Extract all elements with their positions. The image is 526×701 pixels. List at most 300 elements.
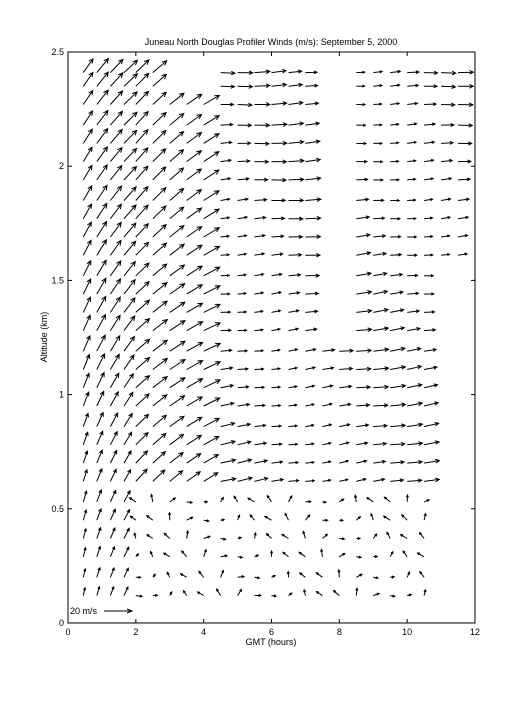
wind-arrow (356, 537, 360, 539)
wind-arrow (305, 253, 320, 257)
wind-arrow (402, 515, 407, 520)
wind-arrow (83, 569, 86, 577)
wind-arrow (238, 368, 248, 371)
wind-arrow (153, 320, 168, 331)
wind-arrow (97, 391, 104, 406)
wind-arrow (153, 434, 166, 445)
wind-arrow (204, 501, 208, 503)
wind-arrow (221, 498, 224, 502)
wind-arrow (289, 386, 297, 388)
wind-arrow (221, 71, 235, 75)
wind-arrow (221, 85, 235, 88)
wind-arrow (130, 498, 136, 502)
wind-arrow (272, 386, 281, 388)
wind-arrow (83, 91, 92, 105)
wind-arrow (407, 292, 418, 295)
wind-arrow (110, 261, 120, 276)
wind-arrow (97, 111, 108, 126)
wind-arrow (124, 262, 135, 276)
wind-arrow (221, 570, 224, 577)
wind-arrow (204, 380, 220, 388)
wind-arrow (97, 204, 107, 219)
wind-arrow (110, 73, 122, 86)
wind-arrow (83, 240, 91, 255)
wind-arrow (238, 293, 246, 295)
wind-arrow (83, 222, 91, 237)
wind-arrow (403, 551, 407, 557)
wind-arrow (373, 235, 385, 238)
wind-arrow (83, 73, 93, 87)
wind-arrow (221, 367, 233, 370)
wind-arrow (83, 491, 87, 502)
wind-arrow (305, 310, 317, 313)
wind-arrow (373, 272, 387, 276)
wind-arrow (170, 592, 172, 596)
wind-arrow (153, 131, 166, 144)
wind-arrow (97, 315, 106, 331)
wind-arrow (170, 434, 184, 444)
wind-arrow (187, 397, 203, 406)
wind-arrow (147, 535, 153, 539)
wind-arrow (97, 90, 108, 104)
wind-arrow (387, 532, 390, 538)
wind-arrow (238, 386, 249, 389)
wind-arrow (373, 442, 386, 445)
wind-arrow (97, 240, 107, 256)
wind-arrow (424, 141, 434, 144)
wind-arrow (305, 292, 318, 295)
wind-arrow (124, 336, 135, 351)
wind-arrow (83, 315, 90, 330)
wind-arrow (390, 218, 400, 220)
wind-arrow (136, 91, 149, 104)
y-tick-label: 2.5 (51, 47, 64, 57)
wind-arrow (221, 478, 236, 482)
wind-arrow (356, 234, 370, 237)
wind-arrow (221, 329, 231, 332)
wind-arrow (164, 553, 170, 557)
scale-reference-label: 20 m/s (70, 606, 98, 616)
wind-arrow (390, 199, 399, 201)
wind-arrow (407, 423, 422, 427)
wind-arrow (221, 254, 229, 256)
wind-arrow (124, 205, 136, 219)
x-tick-label: 2 (133, 627, 139, 637)
wind-arrow (373, 179, 383, 181)
wind-arrow (272, 479, 284, 482)
wind-arrow (136, 576, 141, 578)
wind-arrow (267, 496, 271, 502)
wind-arrow (124, 223, 136, 237)
wind-arrow (170, 207, 184, 219)
wind-arrow (458, 216, 468, 219)
wind-arrow (407, 218, 416, 220)
wind-arrow (124, 298, 135, 313)
wind-arrow (373, 367, 388, 371)
wind-arrow (407, 348, 421, 352)
y-tick-label: 0 (58, 618, 64, 628)
wind-arrow (305, 501, 310, 503)
wind-arrow (289, 159, 304, 163)
wind-arrow (170, 302, 185, 312)
wind-arrow (255, 235, 265, 238)
wind-arrow (338, 570, 340, 577)
wind-arrow (136, 205, 148, 219)
wind-arrow (221, 141, 232, 144)
wind-arrow (305, 424, 313, 426)
wind-arrow (124, 587, 128, 596)
wind-arrow (204, 191, 219, 201)
wind-arrow (255, 84, 270, 88)
wind-arrow (97, 528, 101, 539)
wind-arrow (390, 84, 400, 86)
wind-arrow (316, 573, 322, 578)
wind-arrow (110, 241, 121, 256)
wind-arrow (221, 538, 226, 540)
wind-arrow (289, 199, 304, 203)
wind-arrow (153, 283, 167, 294)
wind-arrow (373, 71, 382, 73)
wind-arrow (97, 547, 101, 557)
wind-arrow (356, 588, 358, 595)
wind-arrow (373, 161, 382, 163)
wind-arrow (97, 165, 107, 180)
wind-arrow (384, 497, 390, 502)
wind-arrow (390, 384, 405, 388)
wind-arrow (322, 534, 327, 538)
x-axis-title: GMT (hours) (245, 637, 297, 647)
wind-arrow (384, 516, 391, 520)
wind-arrow (97, 509, 102, 520)
wind-arrow (272, 69, 287, 73)
wind-arrow (305, 349, 315, 352)
wind-arrow (272, 217, 285, 220)
wind-arrow (170, 265, 185, 276)
wind-arrow (147, 516, 153, 521)
wind-arrow (424, 159, 434, 161)
wind-arrow (136, 319, 150, 331)
wind-arrow (221, 275, 230, 277)
wind-arrow (255, 142, 270, 146)
wind-arrow (305, 71, 317, 74)
wind-arrow (221, 349, 232, 352)
wind-arrow (304, 590, 306, 596)
wind-arrow (238, 71, 253, 75)
wind-arrow (83, 432, 88, 445)
wind-arrow (136, 300, 150, 312)
wind-arrow (390, 291, 403, 294)
wind-arrow (97, 185, 107, 200)
wind-arrow (255, 160, 269, 163)
wind-arrow (424, 366, 437, 369)
wind-arrow (97, 278, 106, 294)
wind-arrow (289, 101, 303, 105)
wind-arrow (255, 594, 261, 596)
wind-arrow (373, 290, 387, 294)
wind-arrow (97, 450, 103, 463)
wind-arrow (322, 367, 333, 370)
wind-arrow (255, 329, 263, 331)
wind-arrow (110, 91, 122, 105)
wind-arrow (289, 443, 298, 445)
wind-arrow (204, 323, 220, 331)
wind-arrow (305, 102, 318, 105)
wind-arrow (356, 160, 367, 163)
wind-arrow (110, 373, 118, 388)
wind-arrow (136, 469, 147, 481)
wind-arrow (170, 132, 184, 144)
wind-arrow (110, 547, 114, 557)
wind-arrow (187, 94, 202, 104)
wind-arrow (187, 501, 192, 503)
wind-arrow (289, 217, 303, 221)
wind-arrow (136, 263, 149, 276)
wind-arrow (150, 552, 152, 557)
wind-arrow (420, 533, 425, 539)
wind-arrow (407, 123, 416, 125)
wind-arrow (424, 123, 435, 126)
wind-arrow (255, 124, 270, 128)
wind-arrow (124, 112, 137, 125)
wind-arrow (305, 216, 320, 220)
wind-arrow (170, 378, 185, 388)
wind-arrow (390, 461, 404, 464)
wind-arrow (186, 531, 188, 539)
wind-arrow (204, 95, 220, 104)
wind-arrow (289, 122, 304, 126)
wind-arrow (187, 169, 202, 180)
wind-arrow (238, 311, 247, 313)
wind-arrow (136, 451, 148, 463)
wind-arrow (187, 342, 203, 351)
wind-arrow (187, 322, 203, 331)
wind-arrow (373, 348, 388, 352)
wind-arrow (153, 92, 166, 104)
wind-arrow (373, 577, 378, 579)
wind-arrow (255, 198, 267, 201)
wind-arrow (373, 424, 387, 427)
wind-arrow (458, 198, 469, 201)
wind-arrow (265, 516, 272, 520)
wind-arrow (356, 71, 364, 73)
wind-arrow (272, 102, 287, 106)
wind-arrow (356, 85, 364, 87)
wind-arrow (170, 396, 185, 406)
wind-arrow (187, 361, 203, 370)
wind-vector-field (83, 59, 473, 598)
wind-arrow (238, 160, 250, 163)
wind-arrow (238, 441, 251, 445)
wind-arrow (124, 414, 132, 427)
wind-arrow (299, 552, 305, 557)
wind-arrow (339, 519, 343, 521)
wind-arrow (255, 555, 259, 557)
wind-arrow (153, 264, 167, 276)
wind-arrow (221, 459, 236, 463)
wind-arrow (97, 260, 106, 276)
wind-arrow (390, 327, 404, 331)
wind-arrow (255, 404, 265, 407)
wind-arrow (390, 253, 401, 256)
wind-arrow (170, 416, 184, 426)
wind-arrow (267, 534, 272, 539)
wind-arrow (97, 490, 102, 502)
wind-arrow (272, 253, 283, 256)
wind-arrow (187, 454, 201, 464)
wind-arrow (322, 501, 326, 503)
wind-arrow (339, 349, 353, 352)
wind-arrow (407, 160, 416, 162)
wind-arrow (153, 206, 166, 219)
wind-arrow (238, 589, 242, 595)
wind-arrow (272, 461, 283, 464)
wind-arrow (110, 490, 115, 502)
wind-arrow (458, 84, 473, 88)
wind-arrow (182, 551, 187, 557)
wind-arrow (83, 451, 87, 463)
wind-arrow (424, 217, 432, 219)
wind-arrow (407, 178, 415, 180)
wind-arrow (373, 404, 388, 408)
wind-arrow (458, 235, 468, 237)
wind-arrow (285, 513, 288, 520)
wind-arrow (356, 142, 366, 144)
wind-arrow (390, 347, 405, 351)
x-tick-label: 6 (268, 627, 275, 637)
wind-arrow (238, 576, 244, 578)
y-tick-label: 0.5 (51, 503, 64, 514)
wind-arrow (170, 471, 183, 482)
wind-arrow (458, 70, 473, 74)
wind-arrow (272, 443, 282, 446)
wind-arrow (441, 159, 452, 162)
wind-arrow (255, 424, 266, 427)
wind-arrow (334, 591, 340, 596)
wind-arrow (321, 549, 323, 556)
wind-arrow (204, 343, 221, 351)
wind-arrow (97, 147, 108, 162)
wind-arrow (153, 301, 167, 312)
wind-arrow (187, 151, 202, 162)
wind-arrow (153, 149, 166, 162)
wind-arrow (356, 556, 361, 558)
wind-arrow (187, 266, 202, 276)
wind-arrow (124, 470, 131, 482)
wind-arrow (124, 316, 135, 331)
wind-arrow (170, 189, 184, 201)
wind-arrow (356, 367, 371, 371)
wind-arrow (136, 554, 139, 557)
wind-arrow (305, 122, 319, 125)
y-tick-label: 2 (58, 161, 64, 172)
wind-arrow (153, 113, 166, 126)
wind-arrow (110, 451, 116, 464)
wind-arrow (153, 415, 167, 426)
wind-arrow (305, 84, 317, 87)
wind-arrow (407, 254, 417, 256)
wind-arrow (83, 510, 86, 520)
wind-arrow (289, 461, 299, 463)
wind-arrow (124, 241, 136, 255)
wind-arrow (198, 592, 204, 596)
x-tick-label: 4 (201, 627, 207, 637)
wind-arrow (204, 246, 220, 255)
wind-arrow (424, 199, 433, 201)
wind-arrow (272, 178, 287, 182)
wind-arrow (136, 73, 149, 86)
wind-arrow (83, 111, 92, 125)
wind-arrow (390, 442, 405, 446)
wind-arrow (221, 293, 230, 295)
wind-arrow (282, 534, 289, 538)
wind-arrow (221, 311, 231, 313)
wind-arrow (305, 443, 313, 445)
wind-arrow (110, 587, 114, 596)
wind-arrow (97, 335, 105, 351)
wind-arrow (339, 367, 352, 370)
wind-arrow (153, 61, 167, 73)
wind-arrow (373, 556, 377, 558)
wind-arrow (153, 188, 166, 201)
wind-arrow (406, 495, 408, 502)
wind-arrow (110, 166, 121, 180)
wind-arrow (322, 424, 331, 427)
wind-arrow (322, 479, 330, 481)
wind-arrow (339, 499, 343, 502)
wind-arrow (390, 103, 399, 105)
wind-arrow (356, 349, 371, 353)
wind-arrow (238, 124, 252, 127)
wind-arrow (238, 477, 252, 482)
wind-arrow (424, 422, 439, 426)
wind-arrow (110, 222, 121, 237)
y-axis-ticks (51, 47, 475, 628)
wind-arrow (124, 130, 137, 143)
wind-arrow (272, 273, 282, 276)
wind-arrow (97, 413, 104, 427)
wind-arrow (356, 574, 362, 577)
wind-arrow (339, 553, 345, 556)
wind-arrow (170, 284, 185, 294)
wind-arrow (97, 587, 100, 596)
wind-arrow (110, 130, 122, 144)
wind-arrow (424, 349, 436, 352)
wind-arrow (300, 573, 306, 577)
wind-arrow (305, 274, 319, 277)
wind-arrow (124, 568, 128, 577)
wind-arrow (390, 366, 405, 370)
y-tick-label: 1 (58, 389, 64, 400)
wind-arrow (458, 160, 471, 163)
wind-arrow (134, 533, 136, 538)
wind-arrow (322, 403, 332, 406)
wind-arrow (124, 187, 136, 201)
wind-arrow (373, 142, 382, 144)
wind-arrow (339, 424, 349, 427)
wind-arrow (373, 217, 384, 220)
wind-arrow (136, 112, 148, 126)
wind-arrow (204, 152, 219, 162)
wind-arrow (153, 225, 166, 237)
wind-arrow (83, 59, 93, 73)
wind-arrow (289, 593, 292, 596)
wind-arrow (373, 103, 381, 105)
wind-arrow (110, 315, 120, 330)
wind-arrow (170, 244, 184, 255)
wind-arrow (424, 103, 436, 106)
wind-arrow (83, 373, 89, 387)
wind-arrow (407, 402, 422, 406)
